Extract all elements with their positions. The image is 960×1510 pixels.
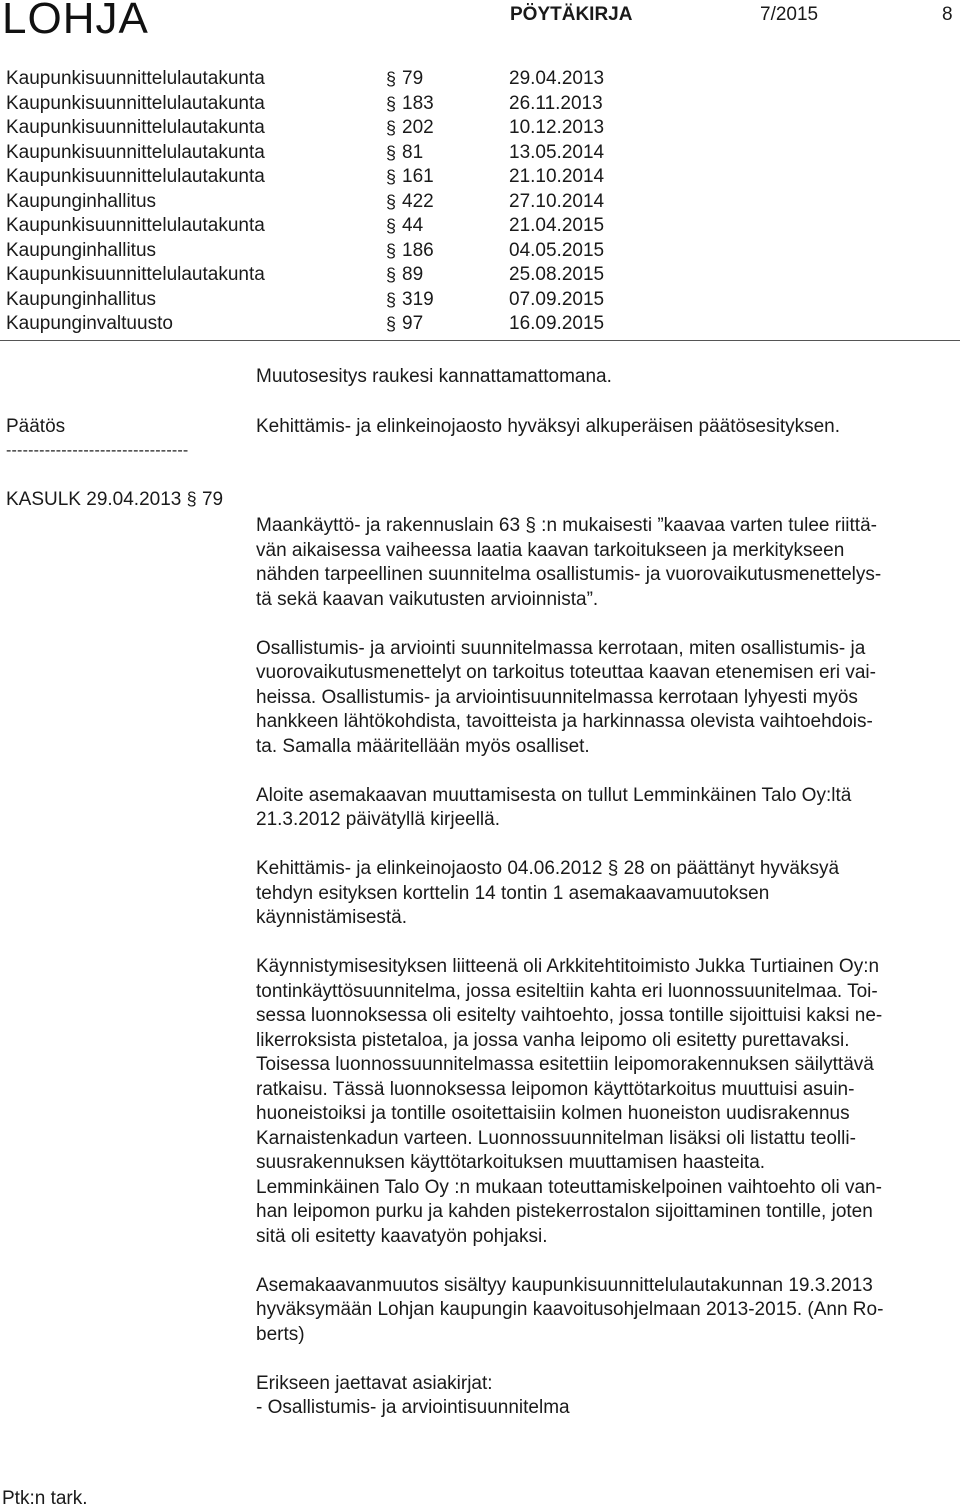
text-line: Asemakaavanmuutos sisältyy kaupunkisuunnittelulautakunnan 19.3.2013 [256, 1274, 873, 1296]
processing-history [6, 67, 958, 337]
section-sign: § [386, 167, 397, 187]
history-row [6, 165, 958, 190]
history-body: Kaupunkisuunnittelulautakunta [6, 117, 265, 138]
meeting-date: 04.05.2015 [509, 239, 605, 261]
section-number: 79 [402, 68, 424, 89]
section-number: 186 [402, 239, 434, 261]
section-sign: § [386, 289, 397, 310]
text-line: hyväksymään Lohjan kaupungin kaavoitusohjelmaan 2013-2015. (Ann Ro- [256, 1299, 884, 1320]
section-sign: § [386, 216, 397, 236]
section-number: 81 [402, 141, 424, 163]
history-body: Kaupunginhallitus [6, 288, 157, 310]
minutes-check-label: Ptk:n tark. [2, 1488, 88, 1509]
case-description [256, 514, 956, 1421]
text-line: ta. Samalla määritellään myös osalliset. [256, 735, 590, 757]
text-line: huoneistoiksi ja tontille osoitettaisiin kolmen huoneiston uudisrakennus [256, 1103, 850, 1124]
meeting-date: 16.09.2015 [509, 313, 605, 334]
text-line: tontinkäyttösuunnitelma, jossa esiteltiin kahta eri luonnossuunitelmaa. Toi- [256, 980, 878, 1002]
decision-separator: --------------------------------- [6, 442, 189, 459]
section-sign: § [386, 240, 397, 261]
section-sign: § [386, 314, 397, 334]
history-row [6, 239, 958, 264]
text-line: Lemminkäinen Talo Oy :n mukaan toteuttamiskelpoinen vaihtoehto oli van- [256, 1176, 882, 1198]
decision-text: Kehittämis- ja elinkeinojaosto hyväksyi alkuperäisen päätösesityksen. [256, 416, 841, 437]
history-body: Kaupunginhallitus [6, 239, 157, 261]
section-sign: § [386, 69, 397, 89]
section-number: 161 [402, 166, 434, 187]
history-row [6, 92, 958, 117]
section-number: 89 [402, 264, 424, 285]
paragraph [256, 1274, 956, 1348]
meeting-date: 21.10.2014 [509, 166, 605, 187]
page-number: 8 [942, 4, 953, 25]
text-line: likerroksista pistetaloa, ja jossa vanha leipomo oli esitetty purettavaksi. [256, 1029, 850, 1051]
page-header [0, 0, 960, 46]
history-row [6, 141, 958, 166]
text-line: 21.3.2012 päivätyllä kirjeellä. [256, 809, 500, 830]
meeting-date: 21.04.2015 [509, 215, 605, 236]
meeting-date: 25.08.2015 [509, 264, 605, 285]
paragraph [256, 784, 956, 833]
meeting-date: 07.09.2015 [509, 288, 605, 310]
section-number: 202 [402, 117, 434, 138]
history-row [6, 214, 958, 239]
reference-body-date: KASULK 29.04.2013 [6, 489, 182, 510]
text-line: hankkeen lähtökohdista, tavoitteista ja harkinnassa olevista vaihtoehdois- [256, 711, 873, 732]
section-number: 422 [402, 190, 434, 212]
reference-number: 79 [201, 489, 224, 510]
text-line: sitä oli esitetty kaavatyön pohjaksi. [256, 1225, 548, 1247]
text-line: Karnaistenkadun varteen. Luonnossuunnitelman lisäksi oli listattu teolli- [256, 1127, 856, 1149]
text-line: berts) [256, 1323, 305, 1345]
paragraph [256, 1372, 956, 1421]
section-sign: § [386, 191, 397, 212]
meeting-date: 27.10.2014 [509, 190, 605, 212]
section-number: 183 [402, 92, 434, 114]
history-row [6, 190, 958, 215]
history-body: Kaupunkisuunnittelulautakunta [6, 215, 265, 236]
text-line: vuorovaikutusmenettelyt on tarkoitus toteuttaa kaavan etenemisen eri vai- [256, 662, 876, 683]
section-number: 97 [402, 313, 424, 334]
lohja-logo: LOHJA [2, 0, 149, 43]
issue-number: 7/2015 [760, 4, 819, 25]
text-line: nähden tarpeellinen suunnitelma osallistumis- ja vuorovaikutusmenettelys- [256, 564, 882, 585]
text-line: sessa luonnoksessa oli esitelty vaihtoehto, jossa tontille sijoittuisi kaksi ne- [256, 1005, 883, 1026]
text-line: Aloite asemakaavan muuttamisesta on tullut Lemminkäinen Talo Oy:ltä [256, 784, 852, 806]
text-line: - Osallistumis- ja arviointisuunnitelma [256, 1397, 570, 1418]
history-divider [0, 340, 960, 341]
paragraph [256, 857, 956, 931]
section-sign: § [386, 142, 397, 163]
history-body: Kaupunginhallitus [6, 190, 157, 212]
history-row [6, 67, 958, 92]
section-number: 319 [402, 288, 434, 310]
text-line: ratkaisu. Tässä luonnoksessa leipomon käyttötarkoitus muuttuisi asuin- [256, 1078, 855, 1100]
text-line: Maankäyttö- ja rakennuslain 63 § :n mukaisesti ”kaavaa varten tulee riittä- [256, 515, 877, 536]
history-row [6, 312, 958, 337]
text-line: Erikseen jaettavat asiakirjat: [256, 1372, 493, 1394]
text-line: Osallistumis- ja arviointi suunnitelmassa kerrotaan, miten osallistumis- ja [256, 637, 866, 659]
paragraph [256, 955, 956, 1249]
text-line: käynnistämisestä. [256, 907, 408, 928]
history-body: Kaupunkisuunnittelulautakunta [6, 141, 265, 163]
history-row [6, 116, 958, 141]
meeting-date: 10.12.2013 [509, 117, 605, 138]
document-type: PÖYTÄKIRJA [510, 4, 633, 25]
history-body: Kaupunkisuunnittelulautakunta [6, 68, 265, 89]
text-line: Kehittämis- ja elinkeinojaosto 04.06.2012 § 28 on päättänyt hyväksyä [256, 858, 840, 879]
section-sign: § [386, 118, 397, 138]
meeting-date: 13.05.2014 [509, 141, 605, 163]
text-line: suusrakennuksen käyttötarkoituksen muuttamisen haasteita. [256, 1152, 766, 1173]
note-text: Muutosesitys raukesi kannattamattomana. [256, 366, 612, 387]
section-sign: § [186, 489, 197, 509]
meeting-date: 29.04.2013 [509, 68, 605, 89]
text-line: tä sekä kaavan vaikutusten arvioinnista”. [256, 588, 599, 610]
section-sign: § [386, 93, 397, 114]
paragraph [256, 514, 956, 612]
text-line: tehdyn esityksen korttelin 14 tontin 1 asemakaavamuutoksen [256, 882, 770, 904]
paragraph [256, 637, 956, 760]
history-body: Kaupunkisuunnittelulautakunta [6, 166, 265, 187]
history-body: Kaupunginvaltuusto [6, 313, 173, 334]
history-row [6, 288, 958, 313]
text-line: Käynnistymisesityksen liitteenä oli Arkkitehtitoimisto Jukka Turtiainen Oy:n [256, 956, 880, 977]
meeting-date: 26.11.2013 [509, 92, 603, 114]
section-sign: § [386, 265, 397, 285]
text-line: Toisessa luonnossuunnitelmassa esitettiin leipomorakennuksen säilyttävä [256, 1054, 874, 1075]
text-line: heissa. Osallistumis- ja arviointisuunnitelmassa kerrotaan lyhyesti myös [256, 686, 858, 708]
history-body: Kaupunkisuunnittelulautakunta [6, 264, 265, 285]
history-body: Kaupunkisuunnittelulautakunta [6, 92, 265, 114]
text-line: vän aikaisessa vaiheessa laatia kaavan tarkoitukseen ja merkitykseen [256, 539, 845, 561]
section-number: 44 [402, 215, 424, 236]
decision-label: Päätös [6, 416, 66, 437]
text-line: han leipomon purku ja kahden pistekerrostalon sijoittaminen tontille, joten [256, 1201, 873, 1222]
meeting-reference [6, 489, 223, 511]
history-row [6, 263, 958, 288]
